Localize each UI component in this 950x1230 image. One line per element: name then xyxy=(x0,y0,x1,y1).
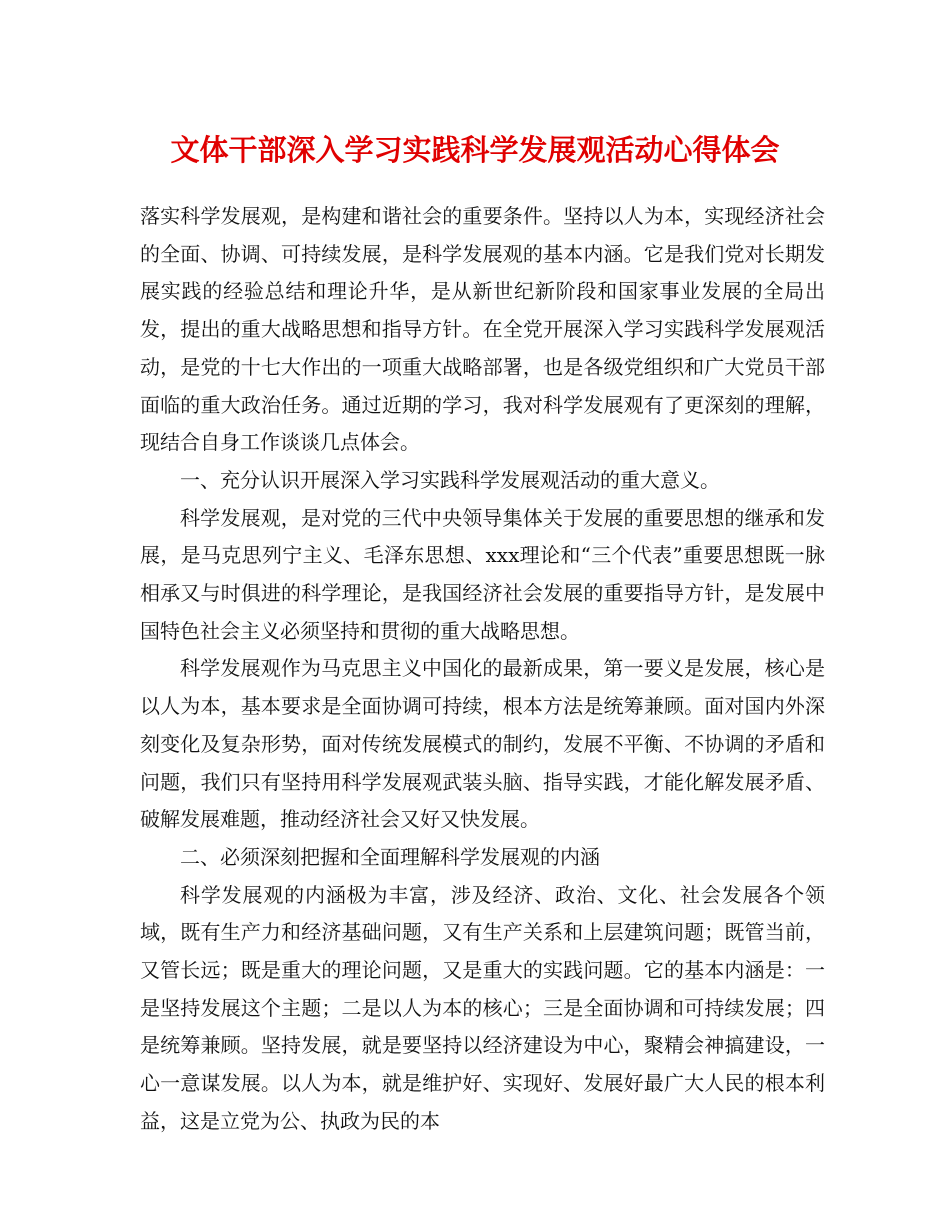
document-body xyxy=(140,198,825,1141)
section-heading-2: 二、必须深刻把握和全面理解科学发展观的内涵 xyxy=(180,844,600,869)
paragraph-2: 科学发展观，是对党的三代中央领导集体关于发展的重要思想的继承和发展，是马克思列宁主义、毛泽东思想、xxx理论和“三个代表”重要思想既一脉相承又与时俱进的科学理论，是我国经济社会发展的重要指导方针，是发展中国特色社会主义必须坚持和贯彻的重大战略思想。 xyxy=(140,505,825,643)
paragraph-3: 科学发展观作为马克思主义中国化的最新成果，第一要义是发展，核心是以人为本，基本要求是全面协调可持续，根本方法是统筹兼顾。面对国内外深刻变化及复杂形势，面对传统发展模式的制约，发展不平衡、不协调的矛盾和问题，我们只有坚持用科学发展观武装头脑、指导实践，才能化解发展矛盾、破解发展难题，推动经济社会又好又快发展。 xyxy=(140,656,825,832)
section-heading-1: 一、充分认识开展深入学习实践科学发展观活动的重大意义。 xyxy=(180,467,720,492)
paragraph-5: 科学发展观的内涵极为丰富，涉及经济、政治、文化、社会发展各个领域，既有生产力和经济基础问题，又有生产关系和上层建筑问题；既管当前，又管长远；既是重大的理论问题，又是重大的实践问题。它的基本内涵是：一是坚持发展这个主题；二是以人为本的核心；三是全面协调和可持续发展；四是统筹兼顾。坚持发展，就是要坚持以经济建设为中心，聚精会神搞建设，一心一意谋发展。以人为本，就是维护好、实现好、发展好最广大人民的根本利益，这是立党为公、执政为民的本 xyxy=(140,882,825,1133)
paragraph-intro: 落实科学发展观，是构建和谐社会的重要条件。坚持以人为本，实现经济社会的全面、协调、可持续发展，是科学发展观的基本内涵。它是我们党对长期发展实践的经验总结和理论升华，是从新世纪新阶段和国家事业发展的全局出发，提出的重大战略思想和指导方针。在全党开展深入学习实践科学发展观活动，是党的十七大作出的一项重大战略部署，也是各级党组织和广大党员干部面临的重大政治任务。通过近期的学习，我对科学发展观有了更深刻的理解，现结合自身工作谈谈几点体会。 xyxy=(140,204,825,455)
document-title: 文体干部深入学习实践科学发展观活动心得体会 xyxy=(170,133,780,167)
